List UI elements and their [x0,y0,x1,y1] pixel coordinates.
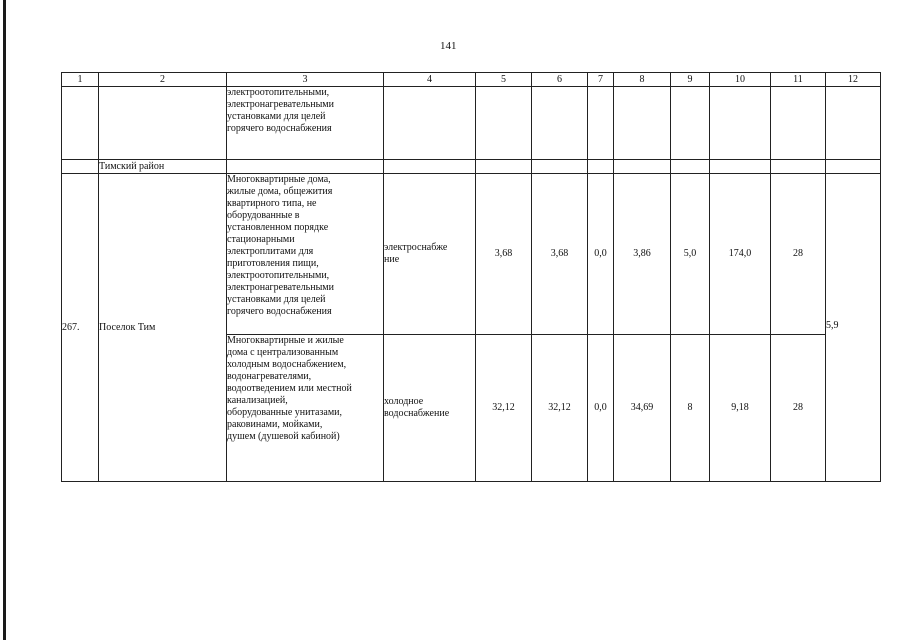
binding-line [3,0,6,640]
cell-col7: 0,0 [588,335,614,482]
col-header: 1 [62,73,99,87]
consumer-category: Многоквартирные дома, жилые дома, общежития квартирного типа, не оборудованные в установленном порядке стационарными электроплитами для приготовления пищи, электроотопительными, электронагревательными установками для целей горячего водоснабжения [227,174,384,335]
col-header: 12 [826,73,881,87]
col-header: 4 [384,73,476,87]
region-name: Тимский район [99,160,227,174]
col-header: 6 [532,73,588,87]
cell-col5: 32,12 [476,335,532,482]
col-header: 3 [227,73,384,87]
col-header: 9 [671,73,710,87]
cell-col8: 3,86 [614,174,671,335]
cell-col7: 0,0 [588,174,614,335]
col-header: 2 [99,73,227,87]
utility-service: холодное водоснабжение [384,335,476,482]
page-number: 141 [440,40,457,52]
cell-col9: 5,0 [671,174,710,335]
table-row [62,174,881,335]
col-header: 8 [614,73,671,87]
cell-col6: 3,68 [532,174,588,335]
cell-col8: 34,69 [614,335,671,482]
entry-number: 267. [62,174,99,482]
cell-col6: 32,12 [532,335,588,482]
region-row [62,160,881,174]
continuation-row [62,87,881,160]
col-header: 5 [476,73,532,87]
consumer-category: Многоквартирные и жилые дома с централизованным холодным водоснабжением, водонагревателями, водоотведением или местной канализацией, оборудованные унитазами, раковинами, мойками, душем (душевой кабиной) [227,335,384,482]
cell-col9: 8 [671,335,710,482]
cell-col10: 174,0 [710,174,771,335]
col-header: 10 [710,73,771,87]
cell-col11: 28 [771,335,826,482]
header-row [62,73,881,87]
locality-name: Поселок Тим [99,174,227,482]
utility-service: электроснабже ние [384,174,476,335]
cell-col11: 28 [771,174,826,335]
col-header: 11 [771,73,826,87]
cell-col10: 9,18 [710,335,771,482]
cell-col12: 5,9 [826,174,881,482]
continuation-description: электроотопительными, электронагревательными установками для целей горячего водоснабжения [227,87,384,160]
col-header: 7 [588,73,614,87]
norms-table [61,72,881,482]
cell-col5: 3,68 [476,174,532,335]
